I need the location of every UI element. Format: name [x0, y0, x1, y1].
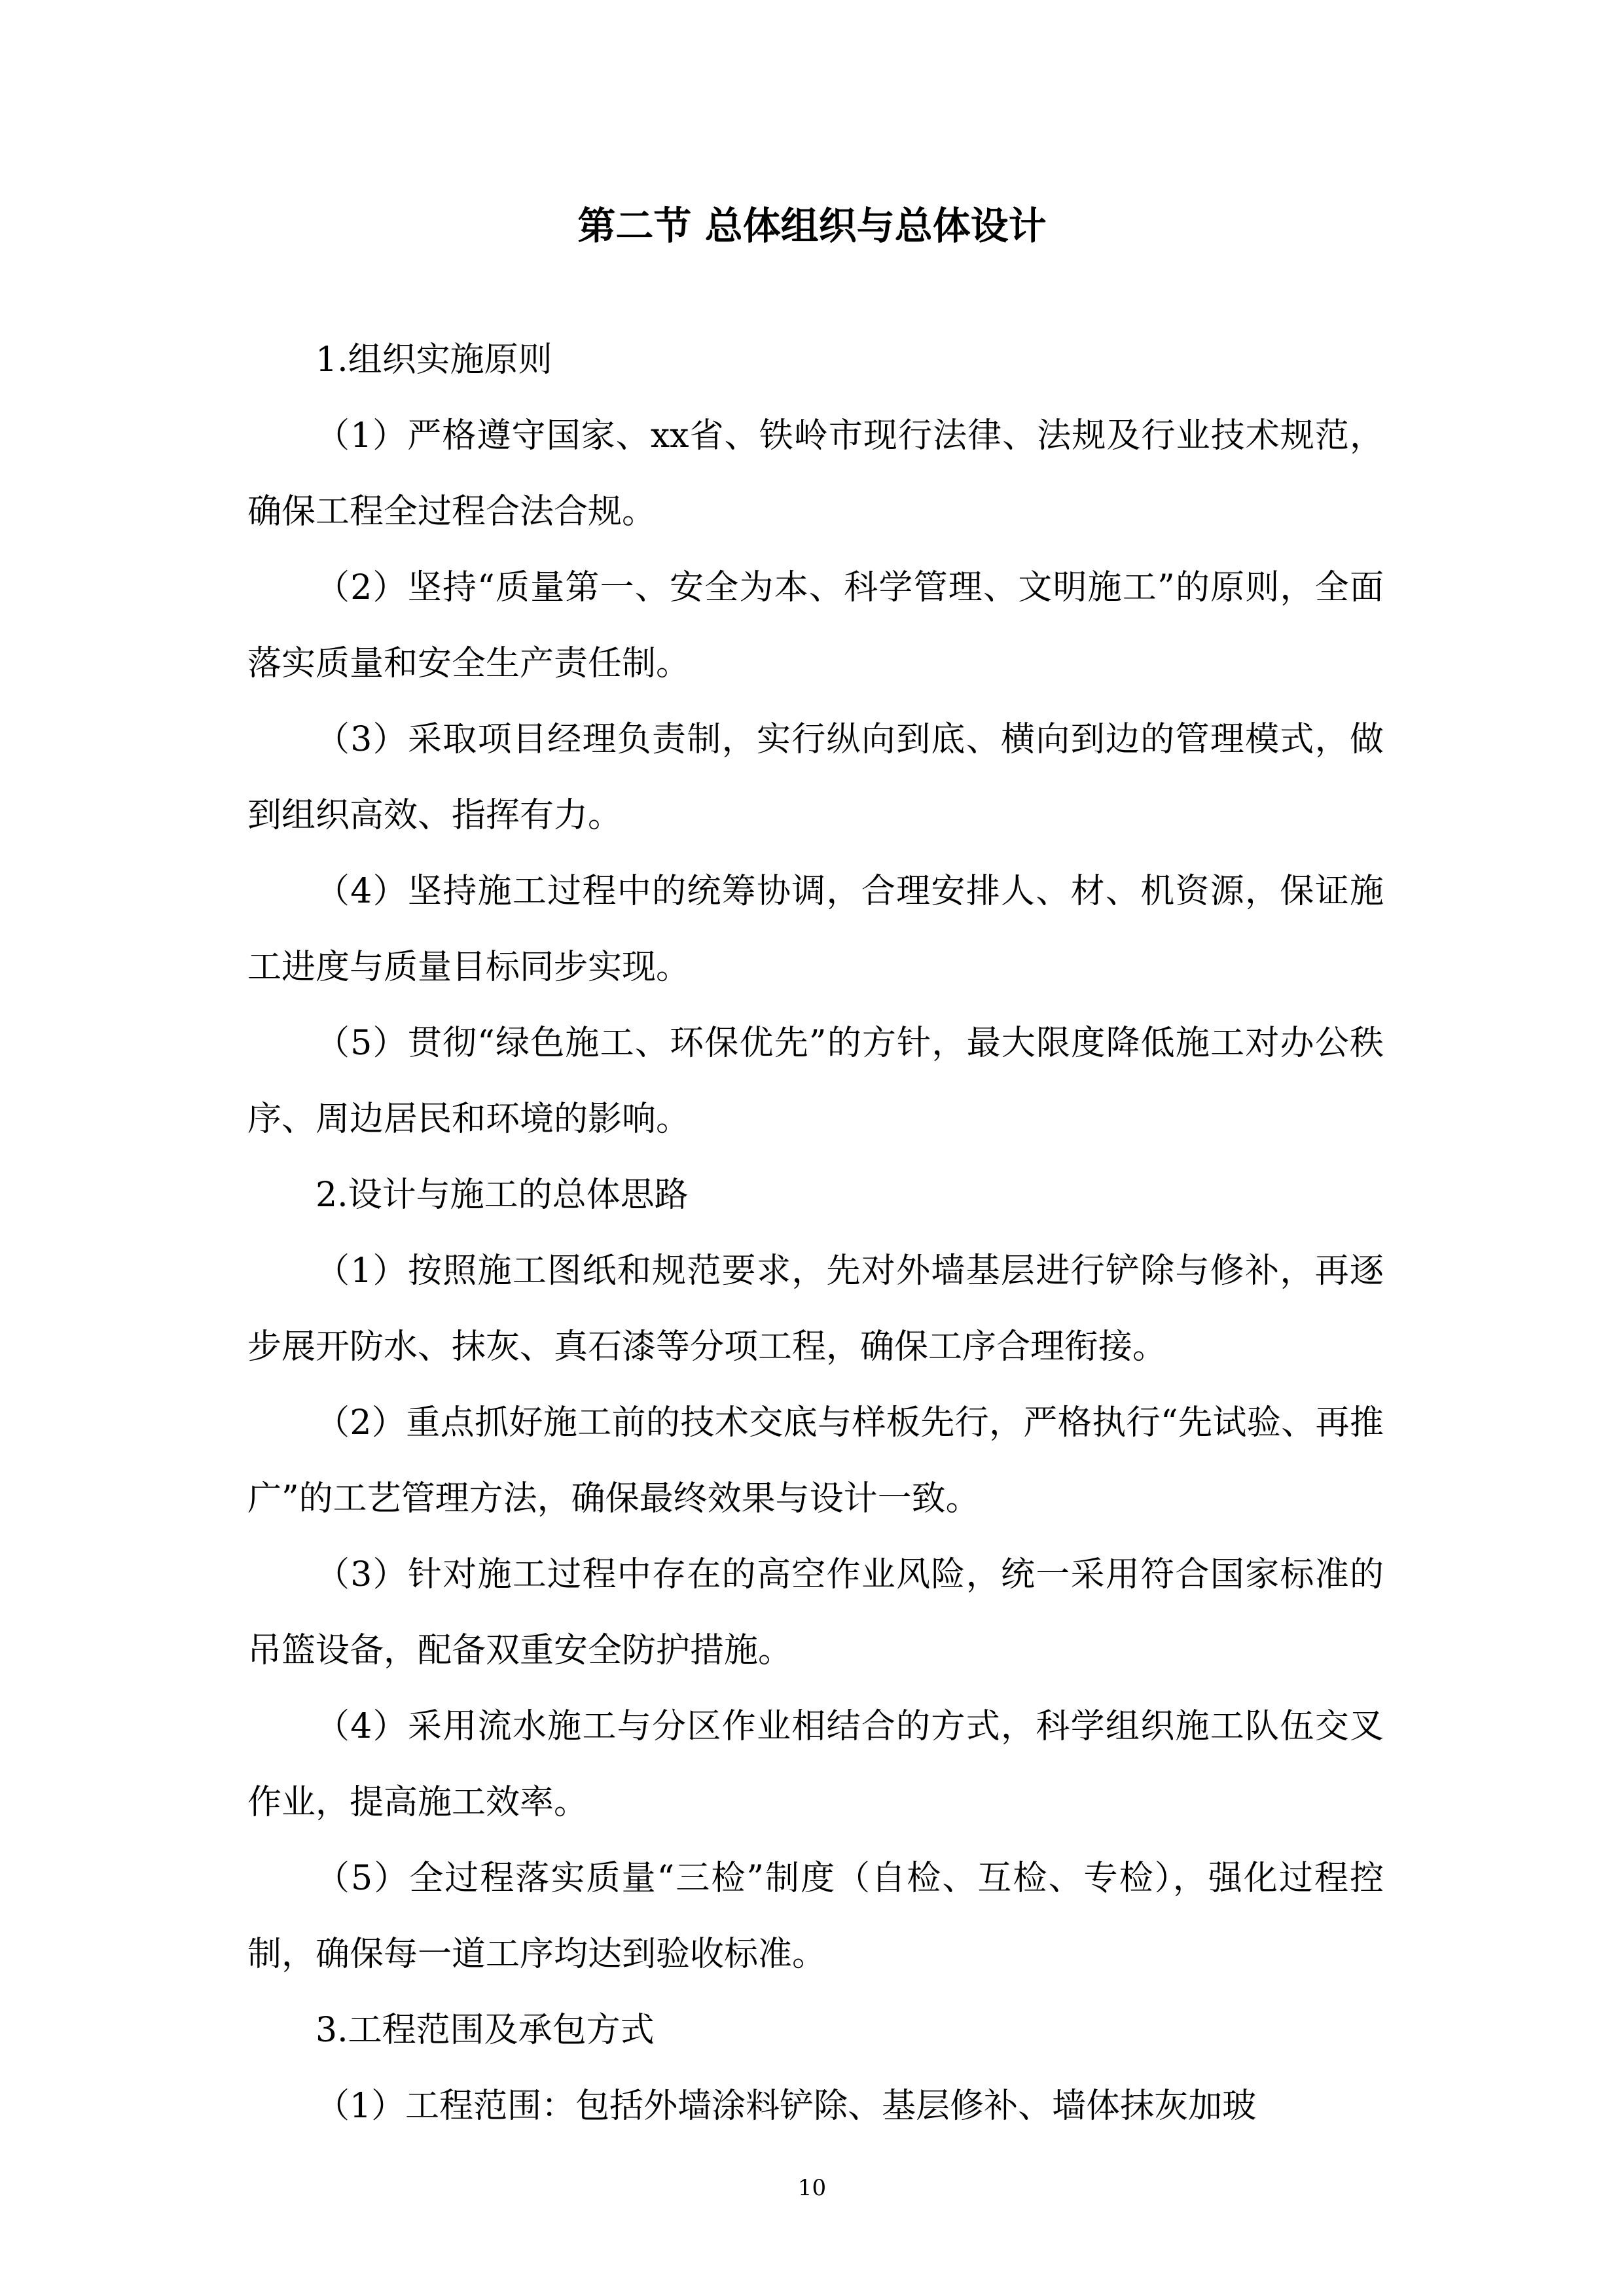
- heading-design-construction-approach: 2.设计与施工的总体思路: [316, 1175, 689, 1215]
- heading-scope-contract-method: 3.工程范围及承包方式: [316, 2011, 655, 2050]
- paragraph: （1）工程范围：包括外墙涂料铲除、基层修补、墙体抹灰加玻: [316, 2087, 1257, 2126]
- paragraph: （4）坚持施工过程中的统筹协调，合理安排人、材、机资源，保证施工进度与质量目标同步实现。: [247, 872, 1384, 987]
- page-number: 10: [797, 2175, 827, 2201]
- paragraph: （3）采取项目经理负责制，实行纵向到底、横向到边的管理模式，做到组织高效、指挥有力。: [247, 720, 1384, 835]
- heading-organization-principles: 1.组织实施原则: [316, 340, 552, 380]
- document-body: [247, 322, 1384, 2144]
- paragraph: （1）按照施工图纸和规范要求，先对外墙基层进行铲除与修补，再逐步展开防水、抹灰、真石漆等分项工程，确保工序合理衔接。: [247, 1251, 1384, 1367]
- section-title: 第二节 总体组织与总体设计: [577, 204, 1047, 248]
- paragraph: （4）采用流水施工与分区作业相结合的方式，科学组织施工队伍交叉作业，提高施工效率。: [247, 1707, 1384, 1822]
- paragraph: （3）针对施工过程中存在的高空作业风险，统一采用符合国家标准的吊篮设备，配备双重安全防护措施。: [247, 1555, 1384, 1670]
- paragraph: （2）重点抓好施工前的技术交底与样板先行，严格执行“先试验、再推广”的工艺管理方法，确保最终效果与设计一致。: [247, 1403, 1384, 1518]
- paragraph: （1）严格遵守国家、xx省、铁岭市现行法律、法规及行业技术规范，确保工程全过程合法合规。: [247, 416, 1384, 531]
- paragraph: （5）贯彻“绿色施工、环保优先”的方针，最大限度降低施工对办公秩序、周边居民和环境的影响。: [247, 1024, 1384, 1139]
- paragraph: （2）坚持“质量第一、安全为本、科学管理、文明施工”的原则，全面落实质量和安全生产责任制。: [247, 568, 1384, 683]
- paragraph: （5）全过程落实质量“三检”制度（自检、互检、专检），强化过程控制，确保每一道工序均达到验收标准。: [247, 1859, 1384, 1974]
